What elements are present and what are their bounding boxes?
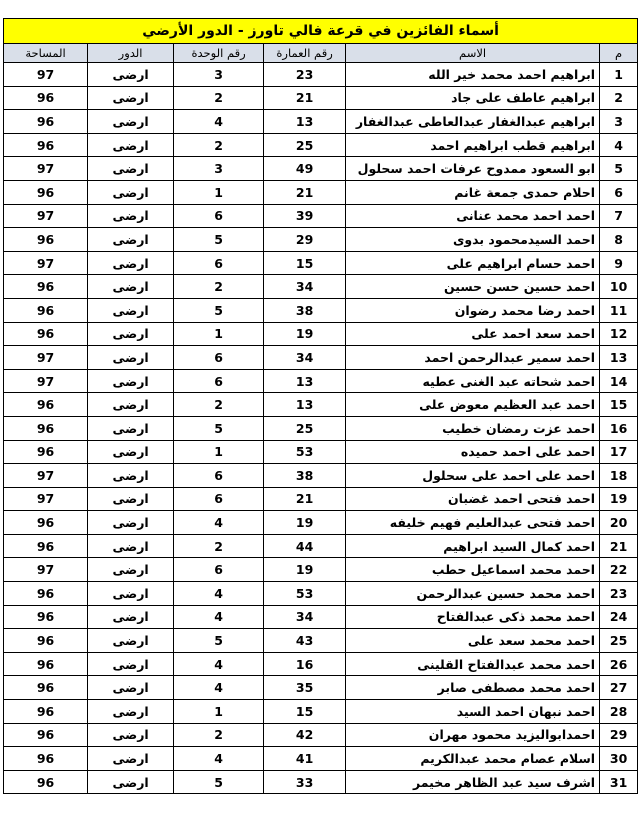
table-row xyxy=(4,558,638,582)
cell-area: 96 xyxy=(4,605,88,629)
cell-no: 13 xyxy=(600,346,638,370)
cell-floor: ارضى xyxy=(88,558,174,582)
cell-building: 29 xyxy=(264,228,346,252)
cell-name: احمد السيدمحمود بدوى xyxy=(346,228,600,252)
cell-building: 39 xyxy=(264,204,346,228)
cell-floor: ارضى xyxy=(88,770,174,794)
cell-floor: ارضى xyxy=(88,747,174,771)
cell-unit: 3 xyxy=(174,157,264,181)
cell-area: 96 xyxy=(4,723,88,747)
cell-floor: ارضى xyxy=(88,511,174,535)
cell-floor: ارضى xyxy=(88,322,174,346)
cell-floor: ارضى xyxy=(88,605,174,629)
cell-no: 12 xyxy=(600,322,638,346)
table-row xyxy=(4,298,638,322)
cell-name: احلام حمدى جمعة غانم xyxy=(346,180,600,204)
cell-building: 35 xyxy=(264,676,346,700)
cell-name: ابو السعود ممدوح عرفات احمد سحلول xyxy=(346,157,600,181)
cell-name: ابراهيم قطب ابراهيم احمد xyxy=(346,133,600,157)
cell-floor: ارضى xyxy=(88,86,174,110)
cell-name: احمد حسام ابراهيم على xyxy=(346,251,600,275)
cell-area: 96 xyxy=(4,416,88,440)
cell-no: 7 xyxy=(600,204,638,228)
cell-no: 16 xyxy=(600,416,638,440)
cell-building: 23 xyxy=(264,63,346,87)
header-row xyxy=(4,44,638,63)
cell-area: 96 xyxy=(4,534,88,558)
cell-name: احمد سعد احمد على xyxy=(346,322,600,346)
cell-unit: 6 xyxy=(174,369,264,393)
cell-floor: ارضى xyxy=(88,487,174,511)
cell-floor: ارضى xyxy=(88,157,174,181)
cell-unit: 6 xyxy=(174,464,264,488)
table-row xyxy=(4,534,638,558)
cell-unit: 4 xyxy=(174,511,264,535)
cell-area: 96 xyxy=(4,322,88,346)
table-row xyxy=(4,605,638,629)
cell-unit: 2 xyxy=(174,275,264,299)
cell-name: احمد محمد اسماعيل حطب xyxy=(346,558,600,582)
cell-area: 97 xyxy=(4,487,88,511)
cell-name: احمد حسين حسن حسين xyxy=(346,275,600,299)
cell-floor: ارضى xyxy=(88,133,174,157)
cell-area: 96 xyxy=(4,582,88,606)
cell-unit: 5 xyxy=(174,629,264,653)
cell-building: 16 xyxy=(264,652,346,676)
cell-floor: ارضى xyxy=(88,700,174,724)
cell-no: 5 xyxy=(600,157,638,181)
cell-building: 21 xyxy=(264,487,346,511)
cell-area: 97 xyxy=(4,204,88,228)
cell-area: 96 xyxy=(4,180,88,204)
cell-area: 96 xyxy=(4,747,88,771)
cell-building: 19 xyxy=(264,322,346,346)
cell-unit: 4 xyxy=(174,110,264,134)
cell-area: 96 xyxy=(4,676,88,700)
winners-table xyxy=(3,18,638,794)
cell-unit: 1 xyxy=(174,322,264,346)
cell-floor: ارضى xyxy=(88,534,174,558)
cell-area: 97 xyxy=(4,346,88,370)
cell-name: احمد احمد محمد عنانى xyxy=(346,204,600,228)
cell-unit: 2 xyxy=(174,86,264,110)
table-row xyxy=(4,228,638,252)
cell-unit: 4 xyxy=(174,582,264,606)
cell-no: 6 xyxy=(600,180,638,204)
cell-name: احمد محمد عبدالفتاح القلينى xyxy=(346,652,600,676)
cell-name: اشرف سيد عبد الظاهر مخيمر xyxy=(346,770,600,794)
cell-area: 97 xyxy=(4,157,88,181)
cell-building: 38 xyxy=(264,298,346,322)
table-row xyxy=(4,133,638,157)
cell-unit: 1 xyxy=(174,440,264,464)
cell-floor: ارضى xyxy=(88,110,174,134)
cell-area: 96 xyxy=(4,86,88,110)
cell-area: 96 xyxy=(4,298,88,322)
table-row xyxy=(4,464,638,488)
cell-name: احمد عبد العظيم معوض على xyxy=(346,393,600,417)
table-row xyxy=(4,110,638,134)
table-row xyxy=(4,629,638,653)
cell-unit: 3 xyxy=(174,63,264,87)
winners-sheet xyxy=(3,18,637,794)
cell-no: 27 xyxy=(600,676,638,700)
cell-unit: 4 xyxy=(174,676,264,700)
cell-name: احمد شحاته عبد الغنى عطيه xyxy=(346,369,600,393)
cell-unit: 2 xyxy=(174,534,264,558)
cell-building: 41 xyxy=(264,747,346,771)
cell-building: 13 xyxy=(264,393,346,417)
table-row xyxy=(4,86,638,110)
cell-floor: ارضى xyxy=(88,440,174,464)
cell-floor: ارضى xyxy=(88,464,174,488)
cell-no: 20 xyxy=(600,511,638,535)
cell-building: 49 xyxy=(264,157,346,181)
cell-floor: ارضى xyxy=(88,629,174,653)
header-name: الاسم xyxy=(346,44,600,63)
cell-name: احمد محمد ذكى عبدالفتاح xyxy=(346,605,600,629)
cell-unit: 5 xyxy=(174,298,264,322)
cell-area: 97 xyxy=(4,558,88,582)
cell-area: 96 xyxy=(4,110,88,134)
header-no: م xyxy=(600,44,638,63)
cell-building: 53 xyxy=(264,582,346,606)
table-row xyxy=(4,440,638,464)
cell-unit: 6 xyxy=(174,487,264,511)
cell-unit: 4 xyxy=(174,747,264,771)
cell-name: اسلام عصام محمد عبدالكريم xyxy=(346,747,600,771)
cell-area: 96 xyxy=(4,770,88,794)
cell-floor: ارضى xyxy=(88,723,174,747)
cell-area: 96 xyxy=(4,629,88,653)
cell-building: 13 xyxy=(264,369,346,393)
cell-area: 96 xyxy=(4,652,88,676)
cell-floor: ارضى xyxy=(88,676,174,700)
table-row xyxy=(4,275,638,299)
cell-no: 30 xyxy=(600,747,638,771)
table-row xyxy=(4,157,638,181)
cell-name: احمد كمال السيد ابراهيم xyxy=(346,534,600,558)
table-title: أسماء الفائزين في قرعة فالي تاورز - الدور الأرضي xyxy=(4,19,638,44)
cell-building: 43 xyxy=(264,629,346,653)
cell-no: 15 xyxy=(600,393,638,417)
cell-area: 97 xyxy=(4,63,88,87)
cell-building: 53 xyxy=(264,440,346,464)
cell-unit: 6 xyxy=(174,251,264,275)
header-area: المساحة xyxy=(4,44,88,63)
cell-no: 9 xyxy=(600,251,638,275)
cell-area: 96 xyxy=(4,275,88,299)
cell-no: 19 xyxy=(600,487,638,511)
cell-name: ابراهيم عبدالغفار عبدالعاطى عبدالغفار xyxy=(346,110,600,134)
cell-building: 19 xyxy=(264,511,346,535)
cell-area: 96 xyxy=(4,133,88,157)
table-body xyxy=(4,63,638,794)
cell-no: 31 xyxy=(600,770,638,794)
cell-building: 34 xyxy=(264,275,346,299)
cell-unit: 5 xyxy=(174,228,264,252)
cell-no: 10 xyxy=(600,275,638,299)
cell-name: احمد على احمد حميده xyxy=(346,440,600,464)
cell-name: احمد نبهان احمد السيد xyxy=(346,700,600,724)
table-row xyxy=(4,180,638,204)
cell-unit: 5 xyxy=(174,416,264,440)
table-row xyxy=(4,652,638,676)
cell-area: 96 xyxy=(4,511,88,535)
cell-no: 28 xyxy=(600,700,638,724)
cell-floor: ارضى xyxy=(88,393,174,417)
cell-unit: 6 xyxy=(174,204,264,228)
cell-floor: ارضى xyxy=(88,275,174,299)
cell-area: 97 xyxy=(4,464,88,488)
table-row xyxy=(4,770,638,794)
cell-unit: 6 xyxy=(174,558,264,582)
cell-no: 17 xyxy=(600,440,638,464)
cell-name: احمد فتحى احمد غضبان xyxy=(346,487,600,511)
cell-unit: 2 xyxy=(174,393,264,417)
cell-no: 29 xyxy=(600,723,638,747)
cell-area: 96 xyxy=(4,440,88,464)
header-unit: رقم الوحدة xyxy=(174,44,264,63)
cell-unit: 2 xyxy=(174,133,264,157)
table-row xyxy=(4,416,638,440)
cell-floor: ارضى xyxy=(88,416,174,440)
table-row xyxy=(4,63,638,87)
cell-no: 1 xyxy=(600,63,638,87)
table-row xyxy=(4,582,638,606)
cell-building: 38 xyxy=(264,464,346,488)
cell-floor: ارضى xyxy=(88,63,174,87)
cell-floor: ارضى xyxy=(88,346,174,370)
cell-no: 3 xyxy=(600,110,638,134)
cell-area: 96 xyxy=(4,700,88,724)
cell-building: 15 xyxy=(264,700,346,724)
cell-no: 26 xyxy=(600,652,638,676)
table-row xyxy=(4,251,638,275)
cell-building: 44 xyxy=(264,534,346,558)
cell-no: 21 xyxy=(600,534,638,558)
cell-unit: 5 xyxy=(174,770,264,794)
cell-building: 34 xyxy=(264,605,346,629)
table-row xyxy=(4,700,638,724)
cell-building: 19 xyxy=(264,558,346,582)
cell-no: 2 xyxy=(600,86,638,110)
table-row xyxy=(4,346,638,370)
cell-no: 11 xyxy=(600,298,638,322)
table-row xyxy=(4,747,638,771)
cell-no: 18 xyxy=(600,464,638,488)
cell-name: احمد محمد مصطفى صابر xyxy=(346,676,600,700)
cell-floor: ارضى xyxy=(88,204,174,228)
cell-area: 97 xyxy=(4,251,88,275)
cell-area: 96 xyxy=(4,228,88,252)
cell-unit: 6 xyxy=(174,346,264,370)
table-row xyxy=(4,204,638,228)
cell-building: 21 xyxy=(264,86,346,110)
cell-building: 34 xyxy=(264,346,346,370)
cell-building: 21 xyxy=(264,180,346,204)
cell-name: احمد محمد حسين عبدالرحمن xyxy=(346,582,600,606)
cell-name: احمد على احمد على سحلول xyxy=(346,464,600,488)
cell-unit: 2 xyxy=(174,723,264,747)
cell-building: 25 xyxy=(264,133,346,157)
cell-name: احمدابواليزيد محمود مهران xyxy=(346,723,600,747)
cell-floor: ارضى xyxy=(88,251,174,275)
cell-no: 8 xyxy=(600,228,638,252)
cell-no: 23 xyxy=(600,582,638,606)
cell-name: احمد فتحى عبدالعليم فهيم خليفه xyxy=(346,511,600,535)
cell-no: 25 xyxy=(600,629,638,653)
cell-area: 97 xyxy=(4,369,88,393)
table-row xyxy=(4,676,638,700)
cell-name: ابراهيم احمد محمد خير الله xyxy=(346,63,600,87)
header-floor: الدور xyxy=(88,44,174,63)
cell-name: احمد عزت رمضان خطيب xyxy=(346,416,600,440)
table-row xyxy=(4,322,638,346)
table-row xyxy=(4,369,638,393)
cell-area: 96 xyxy=(4,393,88,417)
title-row xyxy=(4,19,638,44)
table-row xyxy=(4,511,638,535)
cell-no: 24 xyxy=(600,605,638,629)
table-row xyxy=(4,487,638,511)
cell-building: 42 xyxy=(264,723,346,747)
cell-building: 33 xyxy=(264,770,346,794)
cell-name: احمد رضا محمد رضوان xyxy=(346,298,600,322)
cell-building: 13 xyxy=(264,110,346,134)
cell-name: احمد محمد سعد على xyxy=(346,629,600,653)
table-row xyxy=(4,723,638,747)
cell-name: احمد سمير عبدالرحمن احمد xyxy=(346,346,600,370)
cell-unit: 4 xyxy=(174,605,264,629)
header-building: رقم العمارة xyxy=(264,44,346,63)
cell-unit: 4 xyxy=(174,652,264,676)
cell-no: 4 xyxy=(600,133,638,157)
cell-name: ابراهيم عاطف على جاد xyxy=(346,86,600,110)
cell-building: 15 xyxy=(264,251,346,275)
cell-floor: ارضى xyxy=(88,228,174,252)
cell-floor: ارضى xyxy=(88,369,174,393)
cell-building: 25 xyxy=(264,416,346,440)
cell-no: 14 xyxy=(600,369,638,393)
table-row xyxy=(4,393,638,417)
cell-unit: 1 xyxy=(174,700,264,724)
cell-unit: 1 xyxy=(174,180,264,204)
cell-floor: ارضى xyxy=(88,582,174,606)
cell-no: 22 xyxy=(600,558,638,582)
cell-floor: ارضى xyxy=(88,652,174,676)
cell-floor: ارضى xyxy=(88,180,174,204)
cell-floor: ارضى xyxy=(88,298,174,322)
